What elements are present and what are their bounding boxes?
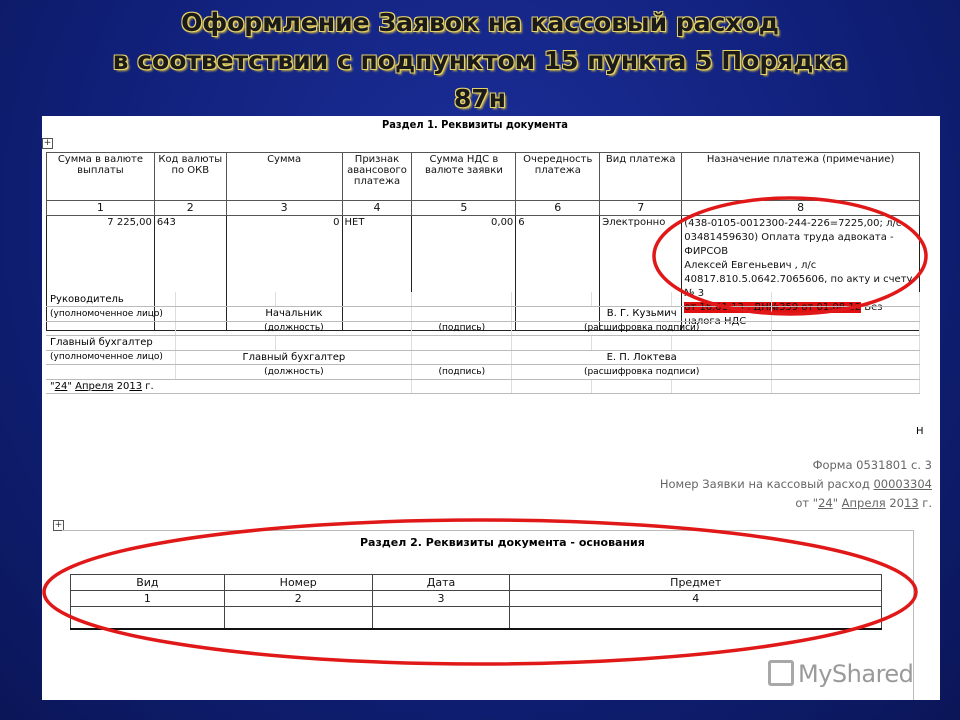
- signature-date: [46, 379, 412, 394]
- watermark-logo: [768, 660, 913, 688]
- date-month: Апреля: [841, 496, 886, 510]
- expand-icon[interactable]: +: [54, 520, 63, 530]
- advance-flag-cell: НЕТ: [342, 216, 412, 331]
- amount-cell: 0: [226, 216, 342, 331]
- column-header: Дата: [372, 575, 510, 591]
- column-header: Предмет: [510, 575, 882, 591]
- date-year-prefix: 20: [889, 496, 904, 510]
- table-header-row: [71, 575, 882, 591]
- decode-caption: (расшифровка подписи): [512, 365, 772, 380]
- column-number: 6: [516, 201, 600, 216]
- title-line-3: 87н: [453, 84, 507, 113]
- authorized-label: (уполномоченное лицо): [46, 350, 176, 365]
- column-number: 4: [510, 591, 882, 607]
- quote: ": [832, 496, 839, 510]
- column-number-row: [47, 201, 920, 216]
- vat-cell: 0,00: [412, 216, 516, 331]
- column-header: Вид платежа: [600, 153, 682, 201]
- amount-currency-cell: 7 225,00: [47, 216, 155, 331]
- column-header: Очередность платежа: [516, 153, 600, 201]
- date-prefix: от ": [795, 496, 819, 510]
- head-name: В. Г. Кузьмич: [512, 307, 772, 322]
- table-header-row: [47, 153, 920, 201]
- watermark-icon: [768, 660, 794, 686]
- date-year: 13: [129, 380, 143, 392]
- date-day: 24: [818, 496, 833, 510]
- section1-heading: Раздел 1. Реквизиты документа: [382, 118, 568, 131]
- head-position: Начальник: [176, 307, 412, 322]
- divider: [62, 530, 914, 531]
- accountant-position: Главный бухгалтер: [176, 350, 412, 365]
- payment-type-cell: Электронно: [600, 216, 682, 331]
- column-number: 3: [372, 591, 510, 607]
- purpose-highlight: от 16.01.13 , ДН№359 от 01.08.12: [684, 302, 862, 313]
- column-number: 1: [47, 201, 155, 216]
- column-header: Код валюты по ОКВ: [154, 153, 226, 201]
- head-label: Руководитель: [46, 292, 176, 307]
- column-number-row: [71, 591, 882, 607]
- position-caption: (должность): [176, 365, 412, 380]
- column-number: 8: [682, 201, 920, 216]
- table-row: [46, 365, 920, 380]
- accountant-label: Главный бухгалтер: [46, 336, 176, 351]
- position-caption: (должность): [176, 321, 412, 336]
- priority-cell: 6: [516, 216, 600, 331]
- column-number: 3: [226, 201, 342, 216]
- authorized-label: (уполномоченное лицо): [46, 307, 176, 322]
- number-label: Номер Заявки на кассовый расход: [659, 477, 870, 491]
- quote: ": [67, 380, 72, 392]
- section2-table: [70, 574, 882, 630]
- column-number: 7: [600, 201, 682, 216]
- form-info: [660, 456, 932, 513]
- title-line-2: в соответствии с подпунктом 15 пункта 5 Порядка: [112, 46, 848, 75]
- table-row: [71, 607, 882, 629]
- column-header: Номер: [224, 575, 372, 591]
- column-number: 5: [412, 201, 516, 216]
- table-row: [46, 321, 920, 336]
- slide-title: [0, 4, 960, 118]
- quote: ": [50, 380, 55, 392]
- expand-icon[interactable]: +: [43, 138, 52, 148]
- watermark-text: MyShared: [798, 660, 914, 688]
- table-row: [46, 379, 920, 394]
- date-month: Апреля: [75, 380, 114, 392]
- request-number: [660, 475, 932, 494]
- form-line: Форма 0531801 с. 3: [812, 458, 932, 472]
- column-number: 2: [224, 591, 372, 607]
- column-header: Вид: [71, 575, 225, 591]
- signature-caption: (подпись): [412, 321, 512, 336]
- request-date: [660, 494, 932, 513]
- table-row: [46, 336, 920, 351]
- column-header: Назначение платежа (примечание): [682, 153, 920, 201]
- table-row: [46, 350, 920, 365]
- section2-heading: Раздел 2. Реквизиты документа - основания: [360, 536, 645, 549]
- page-marker: Н: [916, 426, 924, 437]
- accountant-name: Е. П. Локтева: [512, 350, 772, 365]
- column-header: Сумма: [226, 153, 342, 201]
- date-day: 24: [54, 380, 68, 392]
- date-suffix: г.: [145, 380, 154, 392]
- purpose-line: Алексей Евгеньевич , л/с: [684, 260, 817, 271]
- title-line-1: Оформление Заявок на кассовый расход: [181, 8, 779, 37]
- purpose-line: (438-0105-0012300-244-226=7225,00; л/с: [684, 218, 902, 229]
- date-year: 13: [904, 496, 919, 510]
- purpose-line: 03481459630) Оплата труда адвоката - ФИРСОВ: [684, 232, 894, 257]
- column-header: Сумма НДС в валюте заявки: [412, 153, 516, 201]
- purpose-line: 40817.810.5.0642.7065606, по акту и счету № 3: [684, 274, 913, 299]
- signature-block: [46, 292, 920, 394]
- table-row: [46, 292, 920, 307]
- table-row: [46, 307, 920, 322]
- date-year-prefix: 20: [116, 380, 130, 392]
- column-number: 2: [154, 201, 226, 216]
- number-value: 00003304: [873, 477, 932, 491]
- document-scan: [42, 116, 940, 700]
- column-number: 1: [71, 591, 225, 607]
- date-suffix: г.: [922, 496, 932, 510]
- signature-caption: (подпись): [412, 365, 512, 380]
- decode-caption: (расшифровка подписи): [512, 321, 772, 336]
- column-header: Сумма в валюте выплаты: [47, 153, 155, 201]
- column-number: 4: [342, 201, 412, 216]
- column-header: Признак авансового платежа: [342, 153, 412, 201]
- purpose-line-rest: Без налога НДС: [684, 302, 883, 327]
- currency-code-cell: 643: [154, 216, 226, 331]
